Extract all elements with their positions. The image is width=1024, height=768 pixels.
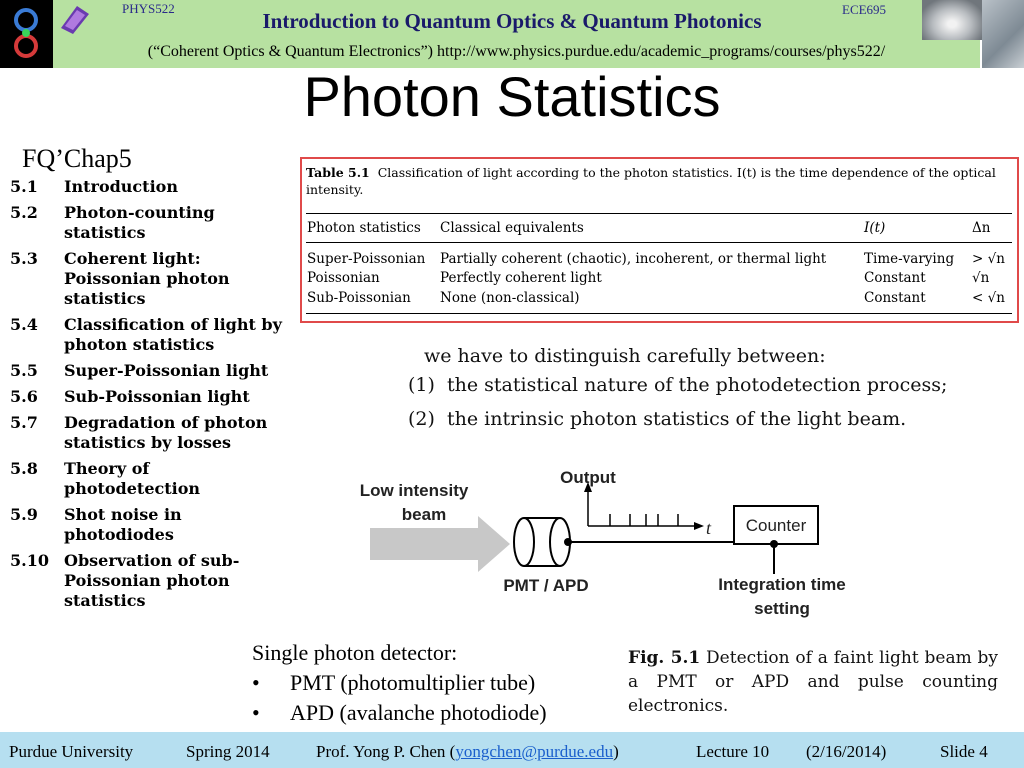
toc-item: 5.8 Theory of photodetection: [10, 459, 201, 498]
distinguish-intro: we have to distinguish carefully between:: [424, 345, 826, 367]
detector-label: PMT / APD: [503, 576, 589, 595]
slide-title: Photon Statistics: [303, 65, 721, 128]
table-cell: Poissonian: [307, 270, 380, 286]
integration-label-line1: Integration time: [718, 575, 846, 594]
toc-item: 5.4 Classification of light by photon statistics: [10, 315, 282, 354]
table-header-cell: Classical equivalents: [440, 220, 584, 236]
table-cell: Constant: [864, 290, 926, 306]
photodetection-diagram: [360, 462, 860, 632]
table-cell: Constant: [864, 270, 926, 286]
table-cell: > √n: [972, 251, 1005, 267]
detector-bullet: • PMT (photomultiplier tube): [252, 670, 536, 695]
detector-body: [514, 518, 534, 566]
table-cell: √n: [972, 270, 990, 286]
table-cell: Perfectly coherent light: [440, 270, 602, 286]
table-header-cell: I(t): [864, 220, 886, 236]
detector-info: [252, 638, 547, 728]
pulse-train: [610, 514, 678, 526]
detector-bullet: • APD (avalanche photodiode): [252, 700, 547, 725]
table-rule: [306, 242, 1012, 243]
figure-caption: Fig. 5.1 Detection of a faint light beam by a PMT or APD and pulse counting electronics.: [628, 648, 998, 716]
footer-lecture: Lecture 10: [696, 742, 770, 761]
course-code-left: PHYS522: [122, 1, 175, 16]
input-beam-arrow: [370, 516, 510, 572]
toc-item: 5.6 Sub-Poissonian light: [10, 387, 250, 406]
table-header-cell: Δn: [972, 220, 991, 236]
input-label-line1: Low intensity: [360, 481, 469, 500]
counter-label: Counter: [745, 516, 807, 535]
table-rule: [306, 313, 1012, 314]
table-cell: Partially coherent (chaotic), incoherent, or thermal light: [440, 251, 827, 267]
table-cell: Sub-Poissonian: [307, 290, 411, 306]
course-code-right: ECE695: [842, 2, 887, 17]
detector-info-title: Single photon detector:: [252, 640, 458, 665]
table-caption: Table 5.1 Classification of light according to the photon statistics. I(t) is the time dependence of the optical intensity.: [306, 165, 996, 197]
toc-item: 5.10 Observation of sub-Poissonian photon statistics: [10, 551, 240, 610]
course-title: Introduction to Quantum Optics & Quantum Photonics: [262, 9, 762, 33]
footer-instructor: Prof. Yong P. Chen (yongchen@purdue.edu): [316, 742, 619, 761]
toc-item: 5.3 Coherent light: Poissonian photon statistics: [10, 249, 230, 308]
footer-slide-number: Slide 4: [940, 742, 988, 761]
toc-item: 5.1 Introduction: [10, 177, 178, 196]
table-cell: < √n: [972, 290, 1005, 306]
toc-item: 5.7 Degradation of photon statistics by losses: [10, 413, 268, 452]
footer-university: Purdue University: [9, 742, 134, 761]
table-cell: Super-Poissonian: [307, 251, 426, 267]
table-cell: Time-varying: [864, 251, 955, 267]
footer-date: (2/16/2014): [806, 742, 887, 761]
distinguish-item: (2) the intrinsic photon statistics of the light beam.: [408, 408, 907, 430]
time-label: t: [706, 518, 712, 538]
table-rule: [306, 213, 1012, 214]
toc-item: 5.2 Photon-counting statistics: [10, 203, 215, 242]
chapter-toc: [10, 177, 300, 617]
course-subtitle: (“Coherent Optics & Quantum Electronics”) http://www.physics.purdue.edu/academic_programs/courses/phys522/: [147, 43, 886, 60]
output-label: Output: [560, 468, 616, 487]
input-label-line2: beam: [401, 505, 447, 524]
chapter-reference: FQ’Chap5: [22, 144, 132, 173]
toc-item: 5.9 Shot noise in photodiodes: [10, 505, 182, 544]
distinguish-item: (1) the statistical nature of the photodetection process;: [408, 374, 948, 396]
integration-label-line2: setting: [754, 599, 810, 618]
footer-term: Spring 2014: [186, 742, 270, 761]
table-cell: None (non-classical): [440, 290, 580, 306]
toc-item: 5.5 Super-Poissonian light: [10, 361, 269, 380]
table-header-cell: Photon statistics: [307, 220, 421, 236]
footer-email-link[interactable]: yongchen@purdue.edu: [455, 742, 614, 761]
